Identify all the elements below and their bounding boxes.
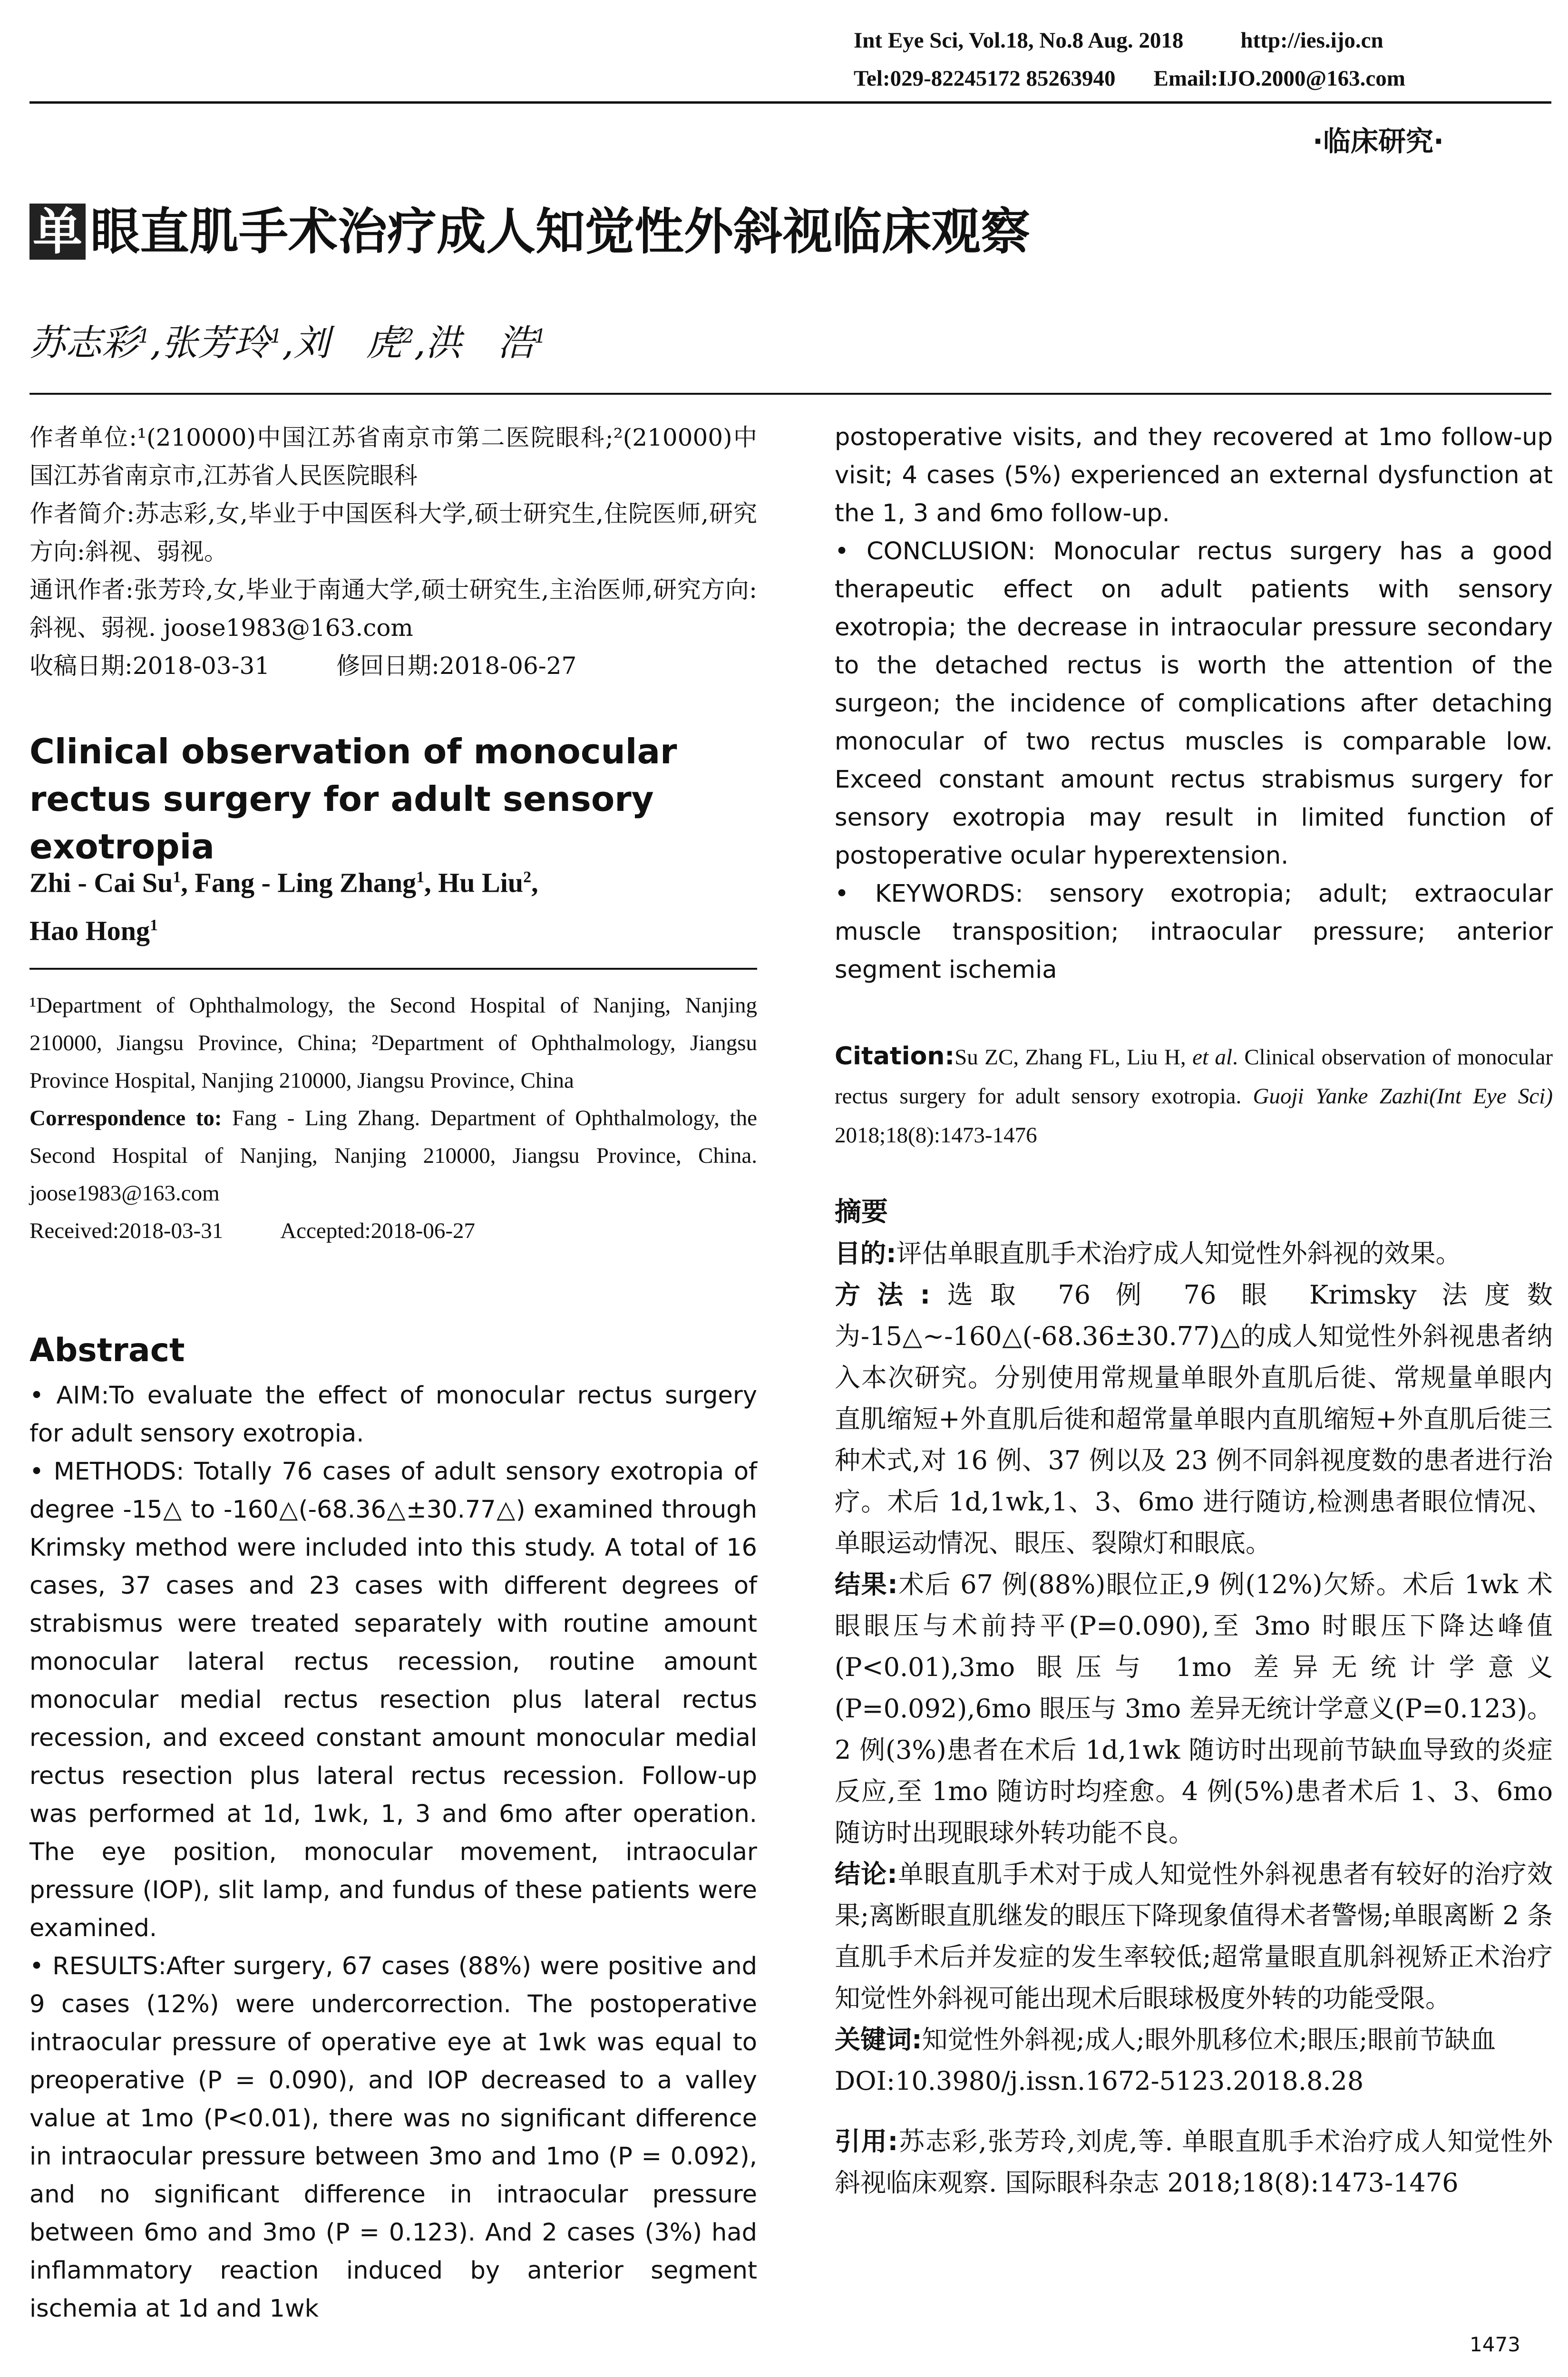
received-date-en: Received:2018-03-31 bbox=[29, 1218, 224, 1243]
abstract-heading: Abstract bbox=[29, 1332, 185, 1369]
citation-text: 2018;18(8):1473-1476 bbox=[835, 1123, 1037, 1148]
conclusion-label: • CONCLUSION: bbox=[835, 537, 1036, 565]
author-sup: 1 bbox=[173, 868, 181, 886]
cn-methods-label: 方法: bbox=[835, 1280, 931, 1310]
authors-en: Zhi - Cai Su$^1$, Fang - Ling Zhang$^1$, Hu Liu$^2$, Hao Hong$^1$ bbox=[29, 867, 538, 946]
journal-citation: Int Eye Sci, Vol.18, No.8 Aug. 2018 bbox=[854, 28, 1184, 53]
cn-keywords-label: 关键词: bbox=[835, 2025, 922, 2055]
author-bio: 作者简介:苏志彩,女,毕业于中国医科大学,硕士研究生,住院医师,研究方向:斜视、弱视。 bbox=[29, 500, 757, 565]
cn-results bbox=[835, 1564, 1553, 1853]
cn-aim-text: 评估单眼直肌手术治疗成人知觉性外斜视的效果。 bbox=[896, 1238, 1461, 1268]
cn-aim bbox=[835, 1233, 1553, 1274]
author-en: Hao Hong bbox=[29, 915, 150, 946]
page-title: 眼直肌手术治疗成人知觉性外斜视临床观察 bbox=[90, 203, 1031, 261]
header-divider bbox=[29, 101, 1551, 104]
cn-results-label: 结果: bbox=[835, 1569, 898, 1599]
title-divider bbox=[29, 393, 1551, 395]
page-number: 1473 bbox=[1470, 2333, 1520, 2356]
correspondence-text: Fang - Ling Zhang. Department of Ophthalmology, the Second Hospital of Nanjing, Nanjing 210000, Jiangsu Province, China. joose1983@163.com bbox=[29, 1106, 757, 1206]
title-initial: 单 bbox=[29, 204, 86, 260]
author-cn: 张芳玲 bbox=[161, 321, 270, 364]
abstract-results bbox=[29, 1948, 757, 2328]
citation-label: Citation: bbox=[835, 1042, 955, 1071]
dates-cn bbox=[29, 647, 757, 685]
cn-methods-text: 选取 76 例 76 眼 Krimsky 法度数为-15△~-160△(-68.36±30.77)△的成人知觉性外斜视患者纳入本次研究。分别使用常规量单眼外直肌后徙、常规量单眼内直肌缩短+外直肌后徙和超常量单眼内直肌缩短+外直肌后徙三种术式,对 16 例、37 例以及 23 例不同斜视度数的患者进行治疗。术后 1d,1wk,1、3、6mo 进行随访,检测患者眼位情况、单眼运动情况、眼压、裂隙灯和眼底。 bbox=[835, 1280, 1553, 1558]
journal-url[interactable]: http://ies.ijo.cn bbox=[1240, 28, 1383, 53]
author-sup: 2 bbox=[523, 868, 532, 886]
cn-conclusion-label: 结论: bbox=[835, 1859, 897, 1889]
conclusion-text: Monocular rectus surgery has a good therapeutic effect on adult patients with sensory exotropia; the decrease in intraocular pressure secondary to the detached rectus is worth the attention of the surgeon; the incidence of complications after detaching monocular of two rectus muscles is comparable low. Exceed constant amount rectus strabismus surgery for sensory exotropia may result in limited function of postoperative ocular hyperextension. bbox=[835, 537, 1553, 870]
author-sup: 1 bbox=[150, 916, 158, 935]
citation-en bbox=[835, 1037, 1553, 1155]
cn-methods bbox=[835, 1274, 1553, 1564]
abstract-cn-heading: 摘要 bbox=[835, 1197, 888, 1227]
aim-text: To evaluate the effect of monocular rectus surgery for adult sensory exotropia. bbox=[29, 1382, 757, 1448]
abstract-left bbox=[29, 1377, 757, 2328]
abstract-cn bbox=[835, 1191, 1553, 2203]
author-sup: 1 bbox=[416, 868, 425, 886]
section-tag: ·临床研究· bbox=[1313, 125, 1444, 157]
english-title: Clinical observation of monocular rectus surgery for adult sensory exotropia bbox=[29, 731, 677, 867]
revised-date-cn: 修回日期:2018-06-27 bbox=[336, 652, 577, 680]
cn-cite-text: 苏志彩,张芳玲,刘虎,等. 单眼直肌手术治疗成人知觉性外斜视临床观察. 国际眼科杂志 2018;18(8):1473-1476 bbox=[835, 2126, 1553, 2198]
author-sup: 2 bbox=[402, 325, 414, 348]
cn-citation bbox=[835, 2121, 1553, 2203]
cn-aim-label: 目的: bbox=[835, 1238, 896, 1268]
correspondence-en bbox=[29, 1100, 757, 1212]
correspondence-label: Correspondence to: bbox=[29, 1106, 222, 1130]
cn-keywords bbox=[835, 2019, 1553, 2060]
dates-en bbox=[29, 1212, 757, 1250]
cn-conclusion-text: 单眼直肌手术对于成人知觉性外斜视患者有较好的治疗效果;离断眼直肌继发的眼压下降现象值得术者警惕;单眼离断 2 条直肌手术后并发症的发生率较低;超常量眼直肌斜视矫正术治疗知觉性外斜视可能出现术后眼球极度外转的功能受限。 bbox=[835, 1859, 1553, 2013]
citation-text: . Clinical observation of monocular rectus surgery for adult sensory exotropia. bbox=[835, 1045, 1553, 1109]
keywords-text: sensory exotropia; adult; extraocular muscle transposition; intraocular pressure; anterior segment ischemia bbox=[835, 880, 1553, 984]
cn-keywords-text: 知觉性外斜视;成人;眼外肌移位术;眼压;眼前节缺血 bbox=[922, 2025, 1496, 2055]
cn-results-text: 术后 67 例(88%)眼位正,9 例(12%)欠矫。术后 1wk 术眼眼压与术前持平(P=0.090),至 3mo 时眼压下降达峰值(P<0.01),3mo 眼压与 1mo 差异无统计学意义(P=0.092),6mo 眼压与 3mo 差异无统计学意义(P=0.123)。2 例(3%)患者在术后 1d,1wk 随访时出现前节缺血导致的炎症反应,至 1mo 随访时均痊愈。4 例(5%)患者术后 1、3、6mo 随访时出现眼球外转功能不良。 bbox=[835, 1569, 1553, 1848]
author-en: Zhi - Cai Su bbox=[29, 867, 173, 898]
abstract-conclusion bbox=[835, 533, 1553, 875]
corresponding-author: 通讯作者:张芳玲,女,毕业于南通大学,硕士研究生,主治医师,研究方向:斜视、弱视. joose1983@163.com bbox=[29, 576, 757, 642]
results-text: After surgery, 67 cases (88%) were positive and 9 cases (12%) were undercorrection. The postoperative intraocular pressure of operative eye at 1wk was equal to preoperative (P = 0.090), and IOP decreased to a valley value at 1mo (P<0.01), there was no significant difference in intraocular pressure between 3mo and 1mo (P = 0.092), and no significant difference in intraocular pressure between 6mo and 3mo (P = 0.123). And 2 cases (3%) had inflammatory reaction induced by anterior segment ischemia at 1d and 1wk bbox=[29, 1952, 757, 2323]
accepted-date-en: Accepted:2018-06-27 bbox=[280, 1218, 476, 1243]
journal-header-line1 bbox=[854, 28, 1383, 53]
cn-conclusion bbox=[835, 1853, 1553, 2019]
authors-cn: 苏志彩$^1$,张芳玲$^1$,刘 虎$^2$,洪 浩$^1$ bbox=[29, 321, 546, 364]
journal-email: Email:IJO.2000@163.com bbox=[1153, 66, 1405, 91]
journal-tel: Tel:029-82245172 85263940 bbox=[854, 66, 1116, 91]
citation-etal: et al bbox=[1192, 1045, 1233, 1070]
journal-header-line2 bbox=[854, 66, 1405, 91]
abstract-aim bbox=[29, 1377, 757, 1453]
author-en: Hu Liu bbox=[438, 867, 524, 898]
abstract-keywords bbox=[835, 875, 1553, 989]
author-sup: 1 bbox=[270, 325, 282, 348]
author-cn: 苏志彩 bbox=[29, 321, 138, 364]
results-label: • RESULTS: bbox=[29, 1952, 166, 1980]
cn-cite-label: 引用: bbox=[835, 2126, 898, 2156]
affiliation-divider bbox=[29, 968, 757, 970]
author-cn: 洪 浩 bbox=[425, 321, 534, 364]
doi[interactable]: DOI:10.3980/j.issn.1672-5123.2018.8.28 bbox=[835, 2066, 1364, 2096]
author-en: Fang - Ling Zhang bbox=[195, 867, 417, 898]
author-cn: 刘 虎 bbox=[293, 321, 402, 364]
abstract-right bbox=[835, 419, 1553, 989]
methods-text: Totally 76 cases of adult sensory exotropia of degree -15△ to -160△(-68.36△±30.77△) examined through Krimsky method were included into this study. A total of 16 cases, 37 cases and 23 cases with different degrees of strabismus were treated separately with routine amount monocular lateral rectus recession, routine amount monocular medial rectus resection plus lateral rectus recession, and exceed constant amount monocular medial rectus resection plus lateral rectus recession. Follow-up was performed at 1d, 1wk, 1, 3 and 6mo after operation. The eye position, monocular movement, intraocular pressure (IOP), slit lamp, and fundus of these patients were examined. bbox=[29, 1458, 757, 1942]
methods-label: • METHODS: bbox=[29, 1458, 185, 1486]
author-sup: 1 bbox=[138, 325, 150, 348]
received-date-cn: 收稿日期:2018-03-31 bbox=[29, 652, 270, 680]
citation-text: Su ZC, Zhang FL, Liu H, bbox=[954, 1045, 1193, 1070]
author-sup: 1 bbox=[534, 325, 546, 348]
results-continued: postoperative visits, and they recovered at 1mo follow-up visit; 4 cases (5%) experienced an external dysfunction at the 1, 3 and 6mo follow-up. bbox=[835, 423, 1553, 527]
author-unit: 作者单位:¹(210000)中国江苏省南京市第二医院眼科;²(210000)中国江苏省南京市,江苏省人民医院眼科 bbox=[29, 424, 757, 489]
author-info-cn bbox=[29, 419, 757, 685]
spacer bbox=[835, 2102, 1553, 2121]
affiliation-text: ¹Department of Ophthalmology, the Second Hospital of Nanjing, Nanjing 210000, Jiangsu Province, China; ²Department of Ophthalmology, Jiangsu Province Hospital, Nanjing 210000, Jiangsu Province, China bbox=[29, 993, 757, 1093]
keywords-label: • KEYWORDS: bbox=[835, 880, 1023, 908]
affiliation-block bbox=[29, 987, 757, 1250]
abstract-methods bbox=[29, 1453, 757, 1948]
citation-journal: Guoji Yanke Zazhi(Int Eye Sci) bbox=[1253, 1084, 1553, 1109]
aim-label: • AIM: bbox=[29, 1382, 109, 1410]
